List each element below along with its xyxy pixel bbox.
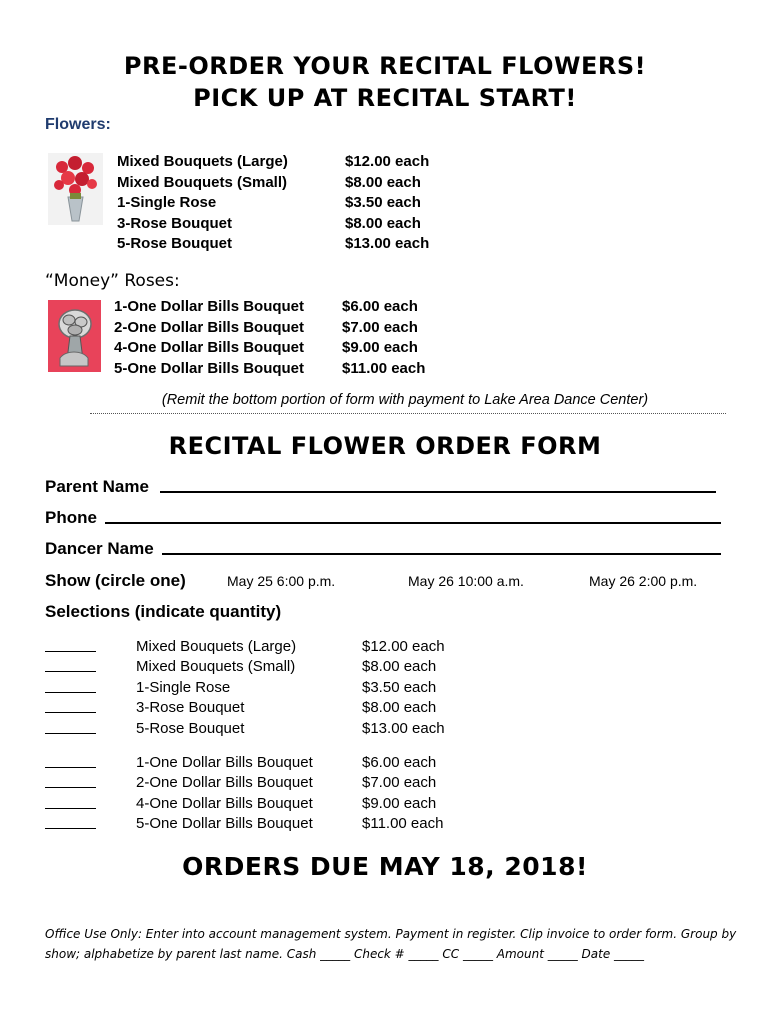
money-selection-row (45, 794, 443, 814)
item-price: $9.00 each (342, 339, 418, 357)
item-price: $7.00 each (342, 318, 418, 336)
item-price: $13.00 each (345, 235, 430, 253)
flower-price-row (117, 173, 429, 194)
item-name: 5-Rose Bouquet (117, 235, 233, 253)
item-price: $9.00 each (362, 794, 437, 812)
flower-selection-row (45, 678, 445, 698)
office-use-line-1: Office Use Only: Enter into account management system. Payment in register. Clip invoice to order form. Group by (45, 927, 737, 941)
item-price: $8.00 each (345, 214, 421, 232)
item-name: 3-Rose Bouquet (117, 214, 233, 232)
item-price: $7.00 each (362, 774, 437, 792)
item-price: $8.00 each (345, 173, 421, 191)
office-use-line-2: show; alphabetize by parent last name. Cash _____ Check # _____ CC _____ Amount _____ Date _____ (45, 947, 645, 961)
flowers-heading: Flowers: (45, 116, 111, 133)
item-name: 1-Single Rose (136, 678, 231, 696)
item-name: 3-Rose Bouquet (136, 699, 245, 717)
item-price: $11.00 each (362, 815, 444, 833)
item-name: Mixed Bouquets (Large) (117, 153, 288, 170)
page-title-line-1: PRE-ORDER YOUR RECITAL FLOWERS! (123, 52, 647, 80)
item-price: $3.50 each (345, 194, 421, 212)
flower-selection-row (45, 637, 445, 657)
dancer-name-field[interactable] (162, 553, 721, 555)
quantity-blank[interactable] (45, 814, 96, 829)
item-price: $13.00 each (362, 719, 445, 737)
quantity-blank[interactable] (45, 753, 96, 768)
money-roses-heading: “Money” Roses: (45, 271, 180, 291)
item-name: 2-One Dollar Bills Bouquet (114, 318, 305, 336)
item-price: $3.50 each (362, 678, 437, 696)
money-rose-price-row (114, 359, 425, 380)
flowers-price-list (117, 152, 429, 255)
item-price: $8.00 each (362, 699, 437, 717)
parent-name-label: Parent Name (45, 477, 149, 496)
show-option-2[interactable]: May 26 10:00 a.m. (408, 573, 524, 589)
order-form-title: RECITAL FLOWER ORDER FORM (168, 432, 602, 460)
parent-name-field[interactable] (160, 491, 716, 493)
quantity-blank[interactable] (45, 637, 96, 652)
item-name: Mixed Bouquets (Large) (136, 638, 297, 655)
money-rose-image (48, 300, 101, 372)
quantity-blank[interactable] (45, 794, 96, 809)
flower-price-row (117, 234, 429, 255)
remit-note: (Remit the bottom portion of form with payment to Lake Area Dance Center) (161, 392, 649, 408)
flower-price-row (117, 193, 429, 214)
quantity-blank[interactable] (45, 678, 96, 693)
flower-selection-row (45, 698, 445, 718)
phone-label: Phone (45, 508, 97, 527)
show-option-3[interactable]: May 26 2:00 p.m. (589, 573, 698, 589)
item-price: $12.00 each (345, 153, 430, 170)
show-label: Show (circle one) (45, 571, 186, 590)
item-price: $8.00 each (362, 658, 437, 676)
item-price: $12.00 each (362, 638, 445, 655)
money-rose-price-row (114, 297, 425, 318)
item-name: 4-One Dollar Bills Bouquet (136, 794, 313, 812)
item-name: Mixed Bouquets (Small) (117, 173, 288, 191)
item-name: 1-One Dollar Bills Bouquet (136, 754, 313, 771)
money-selection-row (45, 814, 443, 834)
phone-field[interactable] (105, 522, 721, 524)
money-rose-price-row (114, 318, 425, 339)
money-rose-price-row (114, 338, 425, 359)
flower-bouquet-image (48, 153, 103, 225)
item-name: Mixed Bouquets (Small) (136, 658, 296, 676)
item-name: 5-One Dollar Bills Bouquet (136, 815, 313, 833)
flower-price-row (117, 214, 429, 235)
item-price: $11.00 each (342, 359, 426, 377)
item-name: 1-Single Rose (117, 194, 217, 212)
item-name: 5-One Dollar Bills Bouquet (114, 359, 305, 377)
item-price: $6.00 each (362, 754, 437, 771)
cut-line (90, 413, 726, 414)
item-name: 1-One Dollar Bills Bouquet (114, 298, 305, 315)
orders-due-notice: ORDERS DUE MAY 18, 2018! (182, 852, 588, 881)
quantity-blank[interactable] (45, 657, 96, 672)
money-roses-price-list (114, 297, 425, 379)
page-title-line-2: PICK UP AT RECITAL START! (193, 84, 577, 112)
quantity-blank[interactable] (45, 719, 96, 734)
flower-price-row (117, 152, 429, 173)
flower-selection-row (45, 657, 445, 677)
quantity-blank[interactable] (45, 773, 96, 788)
item-name: 5-Rose Bouquet (136, 719, 245, 737)
money-selection-row (45, 753, 443, 773)
quantity-blank[interactable] (45, 698, 96, 713)
flower-selections (45, 637, 445, 739)
item-price: $6.00 each (342, 298, 418, 315)
flower-selection-row (45, 719, 445, 739)
money-selection-row (45, 773, 443, 793)
selections-label: Selections (indicate quantity) (45, 602, 282, 621)
show-option-1[interactable]: May 25 6:00 p.m. (227, 573, 336, 589)
dancer-name-label: Dancer Name (45, 539, 154, 558)
item-name: 2-One Dollar Bills Bouquet (136, 774, 313, 792)
money-selections (45, 753, 443, 835)
item-name: 4-One Dollar Bills Bouquet (114, 339, 305, 357)
